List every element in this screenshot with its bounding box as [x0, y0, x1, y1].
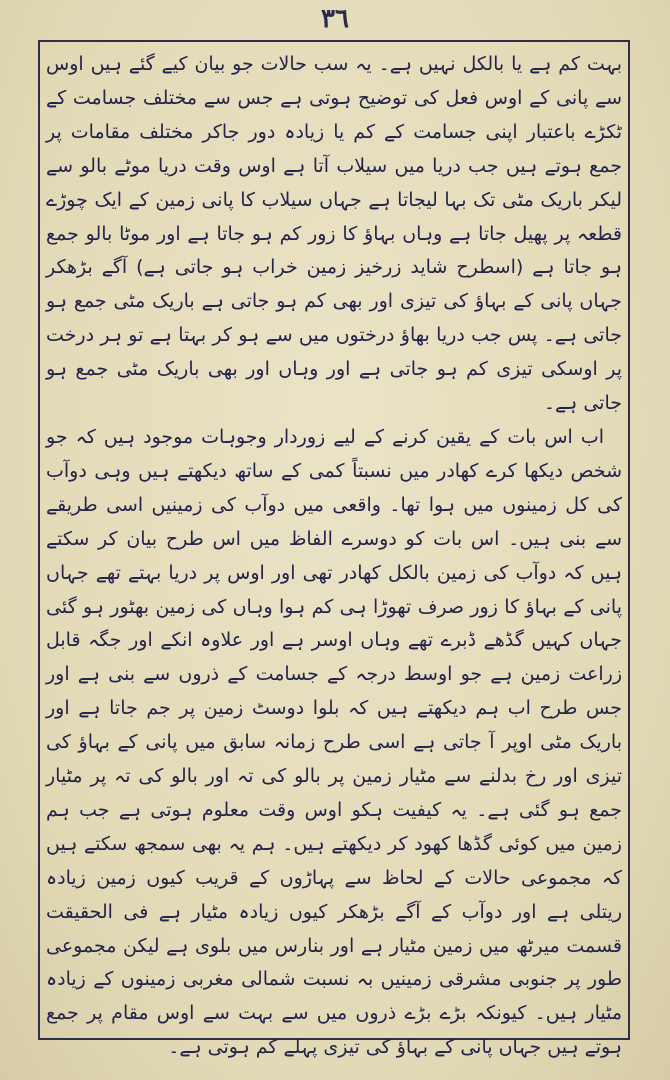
paragraph-1: بہت کم ہے یا بالکل نہیں ہے۔ یہ سب حالات جو بیان کیے گئے ہیں اوس سے پانی کے اوس فعل کی توضیح ہوتی ہے جس سے مختلف جسامت کے ٹکڑے باعتبار اپنی جسامت کے کم یا زیادہ دور جاکر مختلف مقامات پر جمع ہوتے ہیں جب دریا میں سیلاب آتا ہے اوس وقت دریا موٹے بالو سے لیکر باریک مٹی تک بہا لیجاتا ہے جہاں سیلاب کا پانی زمین کے ایک چوڑے قطعہ پر پھیل جاتا ہے وہاں بہاؤ کا زور کم ہو جاتا ہے اور موٹا بالو جمع ہو جاتا ہے (اسطرح شاید زرخیز زمین خراب ہو جاتی ہے) آگے بڑھکر جہاں پانی کے بہاؤ کی تیزی اور بھی کم ہو جاتی ہے باریک مٹی جمع ہو جاتی ہے۔ پس جب دریا بھاؤ درختوں میں سے ہو کر بہتا ہے تو ہر درخت پر اوسکی تیزی کم ہو جاتی ہے اور وہاں اور بھی باریک مٹی جمع ہو جاتی ہے۔ — [46, 53, 622, 415]
body-text — [46, 48, 622, 1059]
paragraph-2: اب اس بات کے یقین کرنے کے لیے زوردار وجوہات موجود ہیں کہ جو شخص دیکھا کرے کھادر میں نسبتاً کمی کے ساتھ دیکھتے ہیں وہی دوآب کی کل زمینوں میں ہوا تھا۔ واقعی میں دوآب کی زمینیں اسی طریقے سے بنی ہیں۔ اس بات کو دوسرے الفاظ میں اس طرح بیان کر سکتے ہیں کہ دوآب کی زمین بالکل کھادر تھی اور اوس پر دریا بہتے تھے جہاں پانی کے بہاؤ کا زور صرف تھوڑا ہی کم ہوا وہاں کی زمین بھٹور ہو گئی جہاں کہیں گڈھے ڈبرے تھے وہاں اوسر ہے اور علاوہ انکے اور جگہ قابل زراعت زمین ہے جو اوسط درجہ کے جسامت کے ذروں سے بنی ہے اور جس طرح اب ہم دیکھتے ہیں کہ بلوا دوسٹ زمین پر جم جاتا ہے اور باریک مٹی اوپر آ جاتی ہے اسی طرح زمانہ سابق میں پانی کے بہاؤ کی تیزی اور رخ بدلنے سے مٹیار زمین پر بالو کی تہ اور بالو کی تہ پر مٹیار جمع ہو گئی ہے۔ یہ کیفیت ہکو اوس وقت معلوم ہوتی ہے جب ہم زمین میں کوئی گڈھا کھود کر دیکھتے ہیں۔ ہم یہ بھی سمجھ سکتے ہیں کہ مجموعی حالات کے لحاظ سے پہاڑوں کے قریب کیوں زمین زیادہ ریتلی ہے اور دوآب کے آگے بڑھکر کیوں زیادہ مٹیار ہے فی الحقیقت قسمت میرٹھ میں زمین مٹیار ہے اور بنارس میں بلوی ہے لیکن مجموعی طور پر جنوبی مشرقی زمینیں بہ نسبت شمالی مغربی زمینوں کے زیادہ مٹیار ہیں۔ کیونکہ بڑے بڑے ذروں میں سے بہت سے اوس مقام پر جمع ہوتے ہیں جہاں پانی کے بہاؤ کی تیزی پہلے کم ہوتی ہے۔ — [46, 425, 622, 1059]
page-number: ٣٦ — [321, 4, 349, 34]
